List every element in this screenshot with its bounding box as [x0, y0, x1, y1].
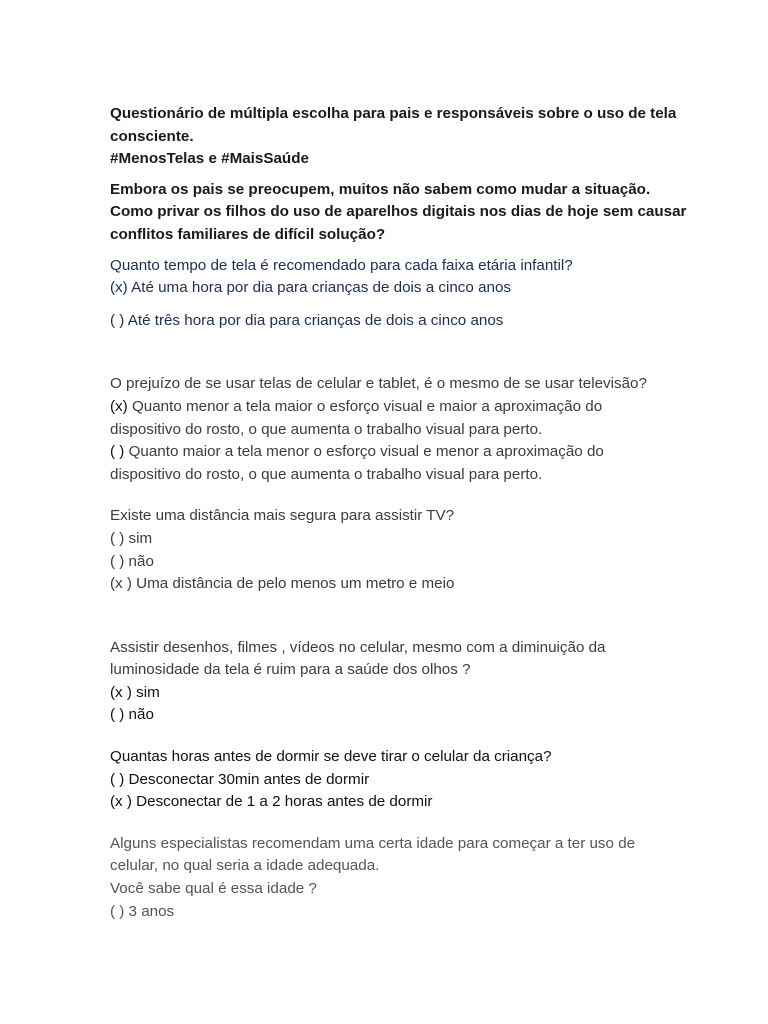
question-2-option-2-line-1 [110, 441, 710, 464]
question-4-option-2: ( ) não [110, 706, 154, 724]
question-6 [110, 833, 710, 923]
question-5 [110, 746, 710, 814]
question-1-option-2: ( ) Até três hora por dia para crianças de dois a cinco anos [110, 311, 504, 329]
question-1 [110, 255, 710, 333]
question-2-option-1-line-2: dispositivo do rosto, o que aumenta o trabalho visual para perto. [110, 420, 543, 438]
question-2-option-1-text: Quanto menor a tela maior o esforço visual e maior a aproximação do [131, 397, 603, 415]
intro-line-1: Embora os pais se preocupem, muitos não sabem como mudar a situação. [110, 180, 651, 198]
question-6-text-line-3: Você sabe qual é essa idade ? [110, 880, 317, 898]
question-3-option-3: (x ) Uma distância de pelo menos um metro e meio [110, 575, 455, 593]
question-6-option-1: ( ) 3 anos [110, 902, 175, 920]
intro-line-2: Como privar os filhos do uso de aparelhos digitais nos dias de hoje sem causar [110, 203, 687, 221]
hashtags: #MenosTelas e #MaisSaúde [110, 150, 309, 168]
question-2-option-1-marker: (x) [110, 397, 128, 415]
question-3-text: Existe uma distância mais segura para assistir TV? [110, 507, 455, 525]
question-4-text-line-1: Assistir desenhos, filmes , vídeos no celular, mesmo com a diminuição da [110, 638, 606, 656]
question-4-option-1: (x ) sim [110, 683, 160, 701]
question-3 [110, 505, 710, 595]
question-3-option-2: ( ) não [110, 552, 154, 570]
question-5-option-2: (x ) Desconectar de 1 a 2 horas antes de dormir [110, 793, 433, 811]
question-2-option-2-line-2: dispositivo do rosto, o que aumenta o trabalho visual para perto. [110, 465, 543, 483]
intro-paragraph [110, 179, 710, 247]
intro-line-3: conflitos familiares de difícil solução? [110, 225, 386, 243]
question-2-option-2-marker: ( ) [110, 443, 125, 461]
question-2-option-2-text: Quanto maior a tela menor o esforço visual e menor a aproximação do [128, 443, 604, 461]
title-line-1: Questionário de múltipla escolha para pais e responsáveis sobre o uso de tela [110, 105, 677, 122]
question-2-option-1-line-1 [110, 396, 710, 419]
question-4 [110, 637, 710, 727]
document-title [110, 103, 710, 171]
question-6-text-line-1: Alguns especialistas recomendam uma certa idade para começar a ter uso de [110, 834, 636, 852]
question-1-text: Quanto tempo de tela é recomendado para cada faixa etária infantil? [110, 256, 573, 274]
document-page [110, 103, 710, 923]
question-6-text-line-2: celular, no qual seria a idade adequada. [110, 857, 380, 875]
title-line-2: consciente. [110, 127, 194, 145]
question-1-option-1: (x) Até uma hora por dia para crianças de dois a cinco anos [110, 279, 511, 297]
question-5-text: Quantas horas antes de dormir se deve tirar o celular da criança? [110, 748, 552, 766]
question-3-option-1: ( ) sim [110, 529, 153, 547]
question-2 [110, 373, 710, 486]
question-5-option-1: ( ) Desconectar 30min antes de dormir [110, 770, 370, 788]
question-2-text: O prejuízo de se usar telas de celular e tablet, é o mesmo de se usar televisão? [110, 375, 647, 393]
question-4-text-line-2: luminosidade da tela é ruim para a saúde dos olhos ? [110, 661, 471, 679]
